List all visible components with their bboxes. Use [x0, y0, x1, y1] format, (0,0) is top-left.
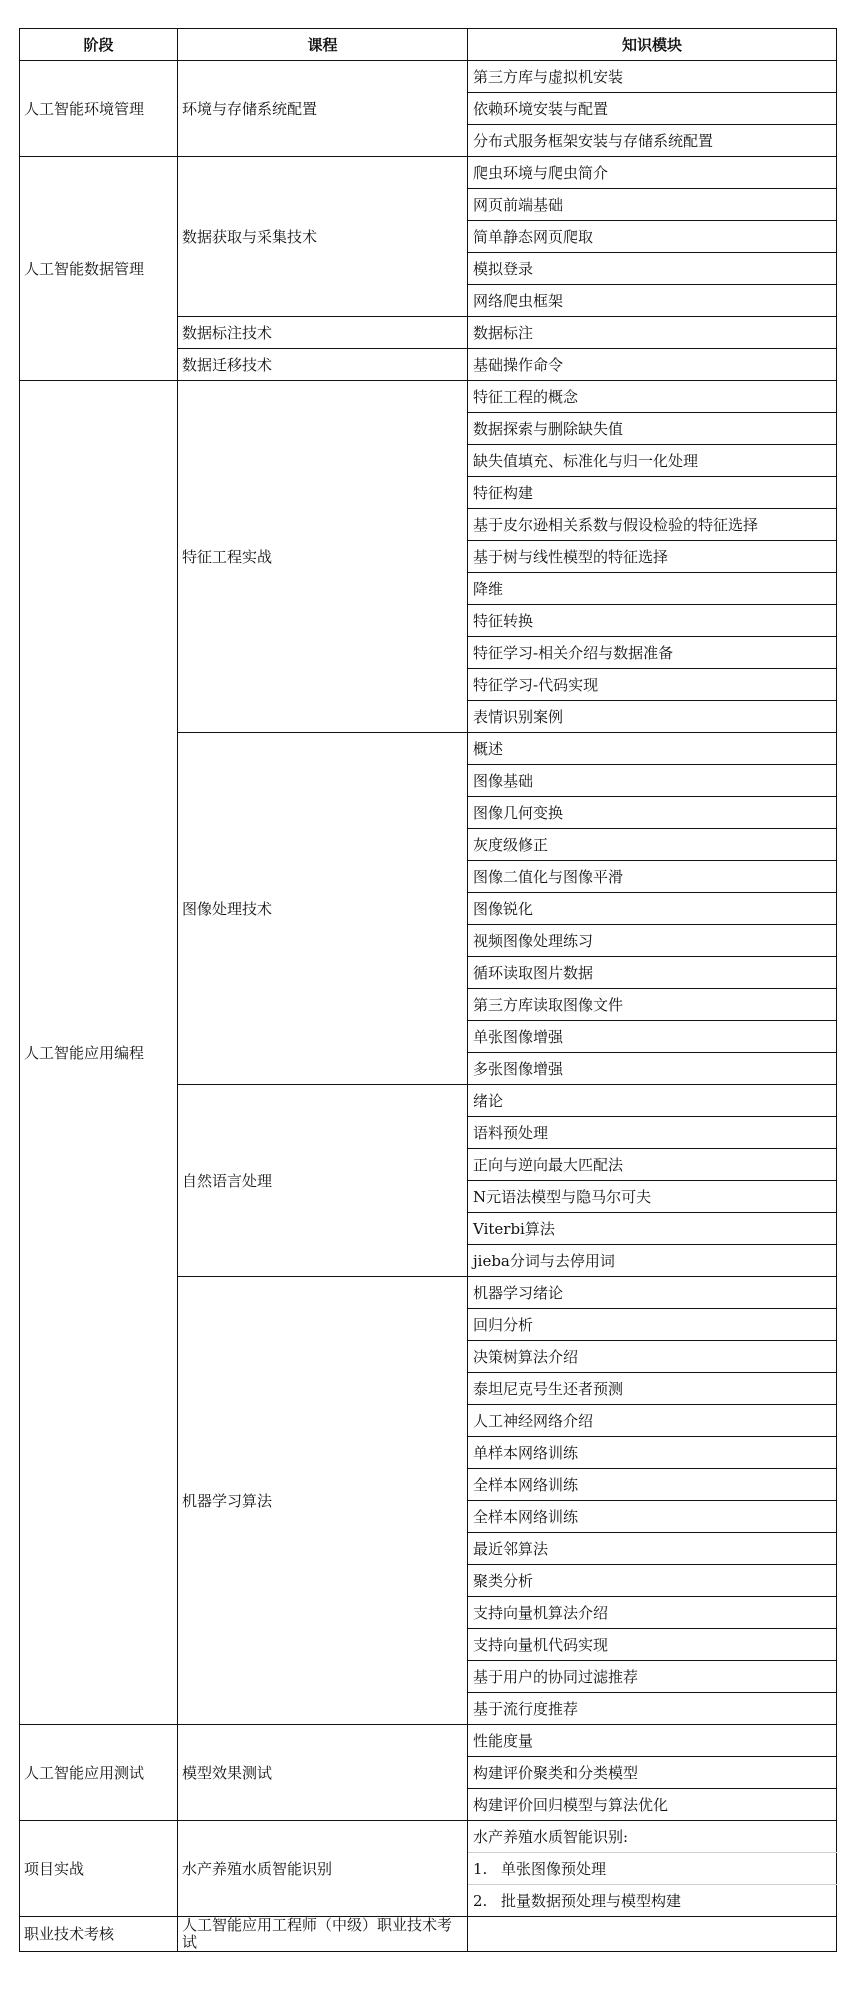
module-cell	[468, 1885, 837, 1917]
module-cell: 支持向量机算法介绍	[468, 1597, 837, 1629]
module-cell: 支持向量机代码实现	[468, 1629, 837, 1661]
module-cell: 单样本网络训练	[468, 1437, 837, 1469]
module-cell: 缺失值填充、标准化与归一化处理	[468, 445, 837, 477]
module-cell: 图像二值化与图像平滑	[468, 861, 837, 893]
module-cell: 循环读取图片数据	[468, 957, 837, 989]
module-cell: jieba分词与去停用词	[468, 1245, 837, 1277]
module-cell: 构建评价聚类和分类模型	[468, 1757, 837, 1789]
module-cell: 图像基础	[468, 765, 837, 797]
module-cell: N元语法模型与隐马尔可夫	[468, 1181, 837, 1213]
course-cell: 特征工程实战	[178, 381, 468, 733]
module-cell: 绪论	[468, 1085, 837, 1117]
stage-cell: 人工智能应用编程	[20, 381, 178, 1725]
module-cell: 全样本网络训练	[468, 1469, 837, 1501]
header-row	[20, 29, 837, 61]
module-cell: 水产养殖水质智能识别:	[468, 1821, 837, 1853]
module-cell: 网络爬虫框架	[468, 285, 837, 317]
table-row	[20, 1725, 837, 1757]
module-cell: 依赖环境安装与配置	[468, 93, 837, 125]
stage-cell: 人工智能环境管理	[20, 61, 178, 157]
module-cell: 特征构建	[468, 477, 837, 509]
module-cell: 第三方库与虚拟机安装	[468, 61, 837, 93]
module-cell	[468, 1853, 837, 1885]
table-row	[20, 1917, 837, 1952]
header-stage: 阶段	[20, 29, 178, 61]
module-cell: 全样本网络训练	[468, 1501, 837, 1533]
course-cell: 环境与存储系统配置	[178, 61, 468, 157]
module-cell: 聚类分析	[468, 1565, 837, 1597]
item-number: 2.	[473, 1891, 488, 1910]
table-row	[20, 1821, 837, 1853]
module-cell: 特征转换	[468, 605, 837, 637]
module-cell: 分布式服务框架安装与存储系统配置	[468, 125, 837, 157]
module-cell: 图像几何变换	[468, 797, 837, 829]
module-cell: 基础操作命令	[468, 349, 837, 381]
course-cell: 数据标注技术	[178, 317, 468, 349]
module-cell: 基于流行度推荐	[468, 1693, 837, 1725]
course-cell: 模型效果测试	[178, 1725, 468, 1821]
stage-cell: 人工智能数据管理	[20, 157, 178, 381]
stage-cell: 项目实战	[20, 1821, 178, 1917]
module-cell: 泰坦尼克号生还者预测	[468, 1373, 837, 1405]
module-cell: 基于皮尔逊相关系数与假设检验的特征选择	[468, 509, 837, 541]
module-cell: 灰度级修正	[468, 829, 837, 861]
module-cell: Viterbi算法	[468, 1213, 837, 1245]
curriculum-table	[19, 28, 837, 1952]
module-cell: 特征学习-代码实现	[468, 669, 837, 701]
course-cell: 自然语言处理	[178, 1085, 468, 1277]
module-cell: 决策树算法介绍	[468, 1341, 837, 1373]
course-cell: 图像处理技术	[178, 733, 468, 1085]
module-cell: 性能度量	[468, 1725, 837, 1757]
item-text: 单张图像预处理	[501, 1859, 607, 1878]
table-row	[20, 157, 837, 189]
module-cell: 语料预处理	[468, 1117, 837, 1149]
module-cell: 模拟登录	[468, 253, 837, 285]
course-cell: 机器学习算法	[178, 1277, 468, 1725]
table-row	[20, 61, 837, 93]
module-cell: 基于用户的协同过滤推荐	[468, 1661, 837, 1693]
module-cell: 人工神经网络介绍	[468, 1405, 837, 1437]
module-cell: 构建评价回归模型与算法优化	[468, 1789, 837, 1821]
item-text: 批量数据预处理与模型构建	[501, 1891, 682, 1910]
header-course: 课程	[178, 29, 468, 61]
table-body	[20, 61, 837, 1952]
module-cell: 降维	[468, 573, 837, 605]
module-cell: 数据标注	[468, 317, 837, 349]
item-number: 1.	[473, 1859, 488, 1878]
module-cell: 特征学习-相关介绍与数据准备	[468, 637, 837, 669]
module-cell: 图像锐化	[468, 893, 837, 925]
module-cell	[468, 1917, 837, 1952]
module-cell: 回归分析	[468, 1309, 837, 1341]
module-cell: 最近邻算法	[468, 1533, 837, 1565]
module-cell: 简单静态网页爬取	[468, 221, 837, 253]
module-cell: 数据探索与删除缺失值	[468, 413, 837, 445]
course-cell: 数据迁移技术	[178, 349, 468, 381]
module-cell: 网页前端基础	[468, 189, 837, 221]
module-cell: 爬虫环境与爬虫简介	[468, 157, 837, 189]
module-cell: 第三方库读取图像文件	[468, 989, 837, 1021]
course-cell: 人工智能应用工程师（中级）职业技术考试	[178, 1917, 468, 1952]
table-row	[20, 381, 837, 413]
header-module: 知识模块	[468, 29, 837, 61]
module-cell: 视频图像处理练习	[468, 925, 837, 957]
module-cell: 基于树与线性模型的特征选择	[468, 541, 837, 573]
module-cell: 概述	[468, 733, 837, 765]
module-cell: 表情识别案例	[468, 701, 837, 733]
module-cell: 多张图像增强	[468, 1053, 837, 1085]
module-cell: 特征工程的概念	[468, 381, 837, 413]
course-cell: 水产养殖水质智能识别	[178, 1821, 468, 1917]
module-cell: 单张图像增强	[468, 1021, 837, 1053]
course-cell: 数据获取与采集技术	[178, 157, 468, 317]
module-cell: 正向与逆向最大匹配法	[468, 1149, 837, 1181]
module-cell: 机器学习绪论	[468, 1277, 837, 1309]
stage-cell: 职业技术考核	[20, 1917, 178, 1952]
stage-cell: 人工智能应用测试	[20, 1725, 178, 1821]
